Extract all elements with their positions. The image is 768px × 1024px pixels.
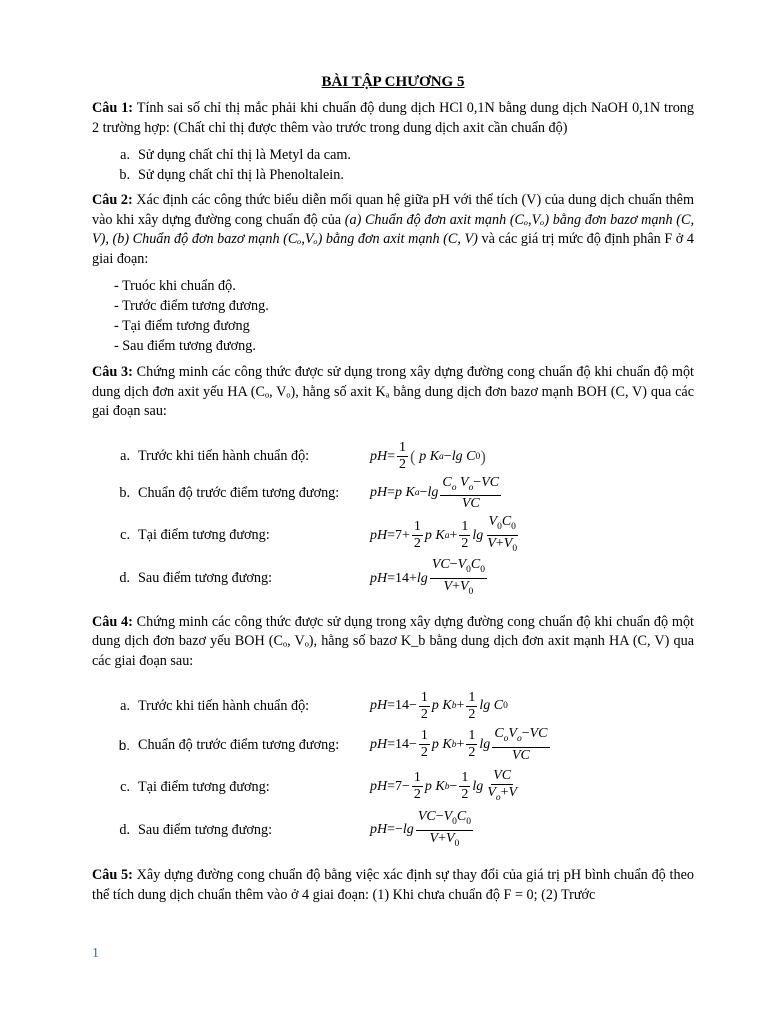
formula: pH =− lg $\frac{VC-V_0C_0}{V+V_0}$ — [370, 808, 472, 849]
list-item — [92, 165, 694, 185]
list-marker: b. — [119, 167, 130, 183]
question-1 — [92, 99, 694, 138]
list-item-text: Sử dụng chất chỉ thị là Metyl da cam. — [138, 147, 351, 163]
question-5 — [92, 866, 694, 905]
question-label: Câu 1: — [92, 100, 134, 116]
formula-row — [92, 688, 694, 724]
question-text: Xây dựng đường cong chuẩn độ bằng việc xác định sự thay đổi của giá trị pH bình chuẩn độ theo thể tích dung dịch chuẩn thêm vào ở 4 giai đoạn: (1) Khi chưa chuẩn độ F = 0; (2) Trước — [92, 867, 694, 903]
formula-row — [92, 724, 694, 766]
list-item — [92, 145, 694, 165]
formula-label: Tại điểm tương đương: — [138, 527, 270, 543]
list-item: - Trước điểm tương đương. — [114, 298, 269, 314]
formula-label: Tại điểm tương đương: — [138, 778, 270, 795]
page-number: 1 — [92, 946, 99, 961]
question-2 — [92, 191, 694, 269]
formula-label: Trước khi tiến hành chuẩn độ: — [138, 697, 310, 714]
document-page — [92, 74, 694, 912]
formula-row — [92, 557, 694, 601]
formula-label: Sau điểm tương đương: — [138, 821, 273, 838]
list-marker: c. — [120, 778, 130, 795]
question-text: Chứng minh các công thức được sử dụng trong xây dựng đường cong chuẩn độ khi chuẩn độ một dung dịch đơn axit yếu HA (Cₒ, Vₒ), hằng số axit Kₐ bằng dung dịch đơn bazơ mạnh BOH (C, V) qua các gai đoạn sau: — [92, 364, 694, 419]
list-marker: a. — [120, 697, 130, 714]
formula: pH =14− $\frac{1}{2}$ p K b + $\frac{1}{2}$ lg C 0 — [370, 689, 508, 722]
formula: pH =7+ $\frac{1}{2}$ p K a + $\frac{1}{2}$ lg $\frac{V_0C_0}{V+V_0}$ — [370, 514, 518, 554]
formula-row — [92, 515, 694, 557]
list-marker: d. — [119, 821, 130, 838]
formula-label: Sau điểm tương đương: — [138, 570, 273, 586]
formula-row — [92, 441, 694, 473]
list-marker: b. — [119, 485, 130, 501]
question-label: Câu 5: — [92, 867, 133, 883]
question-4 — [92, 613, 694, 672]
formula: pH =14+ lg $\frac{VC-V_0C_0}{V+V_0}$ — [370, 557, 486, 597]
formula-row — [92, 808, 694, 852]
formula: pH =14− $\frac{1}{2}$ p K b + $\frac{1}{2}$ lg $\frac{C_oV_o-VC}{VC}$ — [370, 726, 548, 763]
question-text: Tính sai số chỉ thị mắc phải khi chuẩn độ dung dịch HCl 0,1N bằng dung dịch NaOH 0,1N trong 2 trường hợp: (Chất chỉ thị được thêm vào trước trong dung dịch axit cần chuẩn độ) — [92, 100, 694, 136]
list-item-text: Sử dụng chất chỉ thị là Phenoltalein. — [138, 167, 344, 183]
formula-label: Chuẩn độ trước điểm tương đương: — [138, 736, 340, 753]
formula-label: Trước khi tiến hành chuẩn độ: — [138, 448, 310, 464]
formula-row — [92, 473, 694, 515]
formula: pH =7− $\frac{1}{2}$ p K b − $\frac{1}{2}$ lg $\frac{VC}{V_o+V}$ — [370, 768, 518, 803]
list-marker: a. — [120, 448, 130, 464]
question-3 — [92, 363, 694, 422]
list-marker: a. — [120, 147, 130, 163]
formula-label: Chuẩn độ trước điểm tương đương: — [138, 485, 340, 501]
question-2-stages — [92, 276, 694, 356]
list-item: - Truóc khi chuẩn độ. — [114, 278, 236, 294]
formula: pH = $\frac{1}{2}$ ( p K a − lg C 0 ) — [370, 440, 486, 472]
list-marker: c. — [120, 527, 130, 543]
question-text-italic: (a) Chuẩn độ đơn axit mạnh (Cₒ,Vₒ) bằng đơn bazơ mạnh (C, V), (b) Chuẩn độ đơn bazơ mạnh (Cₒ,Vₒ) bằng đơn axit mạnh (C, V) — [92, 211, 694, 247]
question-text: và các giá trị mức độ định phân F ở 4 giai đoạn: — [92, 231, 694, 267]
list-marker: b. — [118, 737, 130, 753]
question-label: Câu 3: — [92, 364, 133, 380]
formula: pH = p K a − lg $\frac{C_o V_o-VC}{VC}$ — [370, 474, 500, 512]
list-item: - Tại điểm tương đương — [114, 318, 250, 334]
question-1-options — [92, 145, 694, 185]
question-label: Câu 4: — [92, 613, 133, 630]
list-marker: d. — [119, 570, 130, 586]
question-label: Câu 2: — [92, 192, 133, 208]
page-title: BÀI TẬP CHƯƠNG 5 — [321, 74, 465, 90]
question-text: Xác định các công thức biểu diễn mối quan hệ giữa pH với thể tích (V) của dung dịch chuẩn thêm vào khi xây dựng đường cong chuẩn độ của — [92, 192, 694, 228]
question-text: Chứng minh các công thức được sử dụng trong xây dựng đường cong chuẩn độ khi chuẩn độ một dung dịch đơn bazơ yếu BOH (Cₒ, Vₒ), hằng số bazơ K_b bằng dung dịch đơn axit mạnh HA (C, V) qua các giai đoạn sau: — [92, 613, 694, 669]
formula-row — [92, 766, 694, 808]
list-item: - Sau điểm tương đương. — [114, 338, 256, 354]
